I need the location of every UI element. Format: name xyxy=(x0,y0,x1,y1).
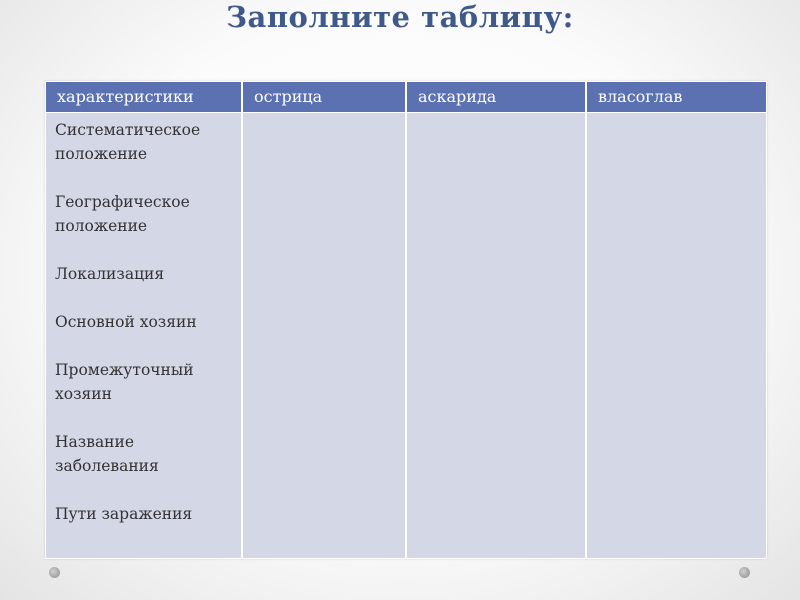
header-roundworm: аскарида xyxy=(407,82,585,112)
characteristics-cell xyxy=(46,113,241,558)
characteristic-main-host: Основной хозяин xyxy=(55,313,197,331)
characteristic-disease-name: Название заболевания xyxy=(55,433,159,475)
right-decorative-dot xyxy=(739,567,750,578)
characteristic-geographic-position: Географическое положение xyxy=(55,193,190,235)
characteristic-infection-routes: Пути заражения xyxy=(55,505,193,523)
left-decorative-dot xyxy=(49,567,60,578)
characteristic-systematic-position: Систематическое положение xyxy=(55,121,201,163)
whipworm-answer-cell[interactable] xyxy=(587,113,766,558)
slide-title: Заполните таблицу: xyxy=(226,0,574,34)
header-pinworm: острица xyxy=(243,82,405,112)
pinworm-answer-cell[interactable] xyxy=(243,113,405,558)
characteristic-intermediate-host: Промежуточный хозяин xyxy=(55,361,194,403)
characteristic-localization: Локализация xyxy=(55,265,165,283)
roundworm-answer-cell[interactable] xyxy=(407,113,585,558)
header-whipworm: власоглав xyxy=(587,82,766,112)
header-characteristics: характеристики xyxy=(46,82,241,112)
fill-in-table xyxy=(45,81,767,559)
